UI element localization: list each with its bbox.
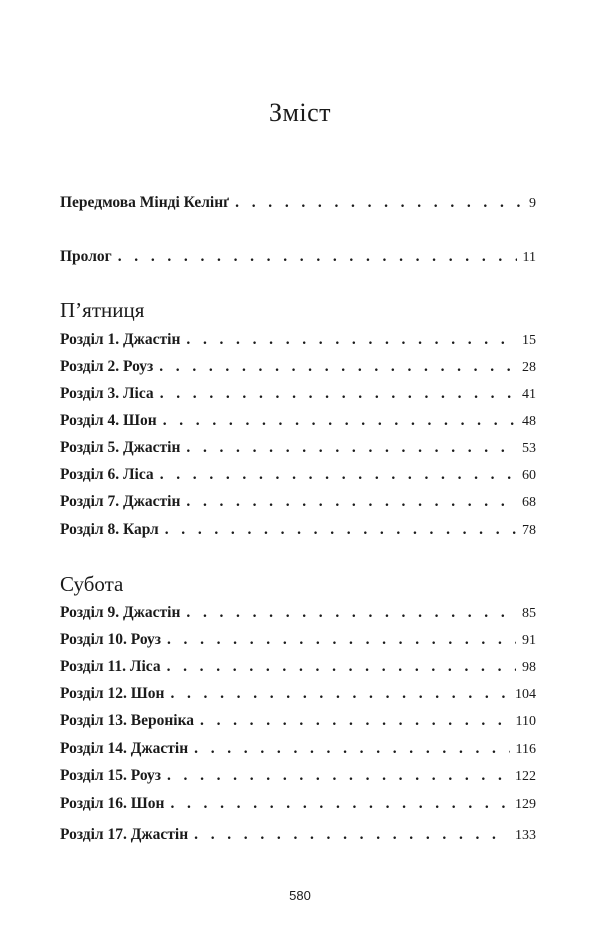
toc-entry[interactable] <box>60 712 536 736</box>
dot-leader <box>163 412 516 430</box>
toc-entry[interactable] <box>60 767 536 791</box>
entry-title: Пролог <box>60 248 112 265</box>
entry-title: Передмова Мінді Келінґ <box>60 194 230 211</box>
toc-entry[interactable] <box>60 826 536 850</box>
toc-entry[interactable] <box>60 331 536 355</box>
section-heading-friday: П’ятниця <box>60 298 145 322</box>
entry-title: Розділ 1. Джастін <box>60 331 181 348</box>
entry-page: 129 <box>515 797 536 812</box>
entry-page: 122 <box>515 769 536 784</box>
toc-entry[interactable] <box>60 521 536 545</box>
toc-entry[interactable] <box>60 685 536 709</box>
dot-leader <box>118 248 517 266</box>
dot-leader <box>200 712 509 730</box>
entry-title: Розділ 9. Джастін <box>60 604 181 621</box>
dot-leader <box>186 604 516 622</box>
dot-leader <box>170 795 509 813</box>
toc-entry[interactable] <box>60 466 536 490</box>
entry-page: 68 <box>522 495 536 510</box>
entry-page: 9 <box>529 196 536 211</box>
entry-page: 98 <box>522 660 536 675</box>
toc-entry[interactable] <box>60 631 536 655</box>
dot-leader <box>194 740 509 758</box>
page-number: 580 <box>289 888 311 903</box>
entry-title: Розділ 5. Джастін <box>60 439 181 456</box>
entry-page: 11 <box>522 250 536 265</box>
dot-leader <box>159 358 516 376</box>
entry-page: 104 <box>515 687 536 702</box>
toc-entry-prologue[interactable] <box>60 248 536 272</box>
toc-entry[interactable] <box>60 385 536 409</box>
toc-entry[interactable] <box>60 439 536 463</box>
entry-page: 91 <box>522 633 536 648</box>
toc-entry[interactable] <box>60 604 536 628</box>
entry-page: 41 <box>522 387 536 402</box>
entry-title: Розділ 3. Ліса <box>60 385 154 402</box>
entry-page: 78 <box>522 523 536 538</box>
toc-entry[interactable] <box>60 493 536 517</box>
dot-leader <box>186 439 516 457</box>
toc-entry[interactable] <box>60 358 536 382</box>
entry-page: 85 <box>522 606 536 621</box>
page-title: Зміст <box>268 98 332 127</box>
toc-entry[interactable] <box>60 740 536 764</box>
entry-title: Розділ 8. Карл <box>60 521 159 538</box>
dot-leader <box>235 194 523 212</box>
entry-title: Розділ 13. Вероніка <box>60 712 195 729</box>
dot-leader <box>170 685 509 703</box>
toc-entry-foreword[interactable] <box>60 194 536 218</box>
dot-leader <box>167 631 516 649</box>
toc-entry[interactable] <box>60 412 536 436</box>
entry-title: Розділ 2. Роуз <box>60 358 154 375</box>
entry-title: Розділ 16. Шон <box>60 795 165 812</box>
dot-leader <box>160 466 516 484</box>
entry-title: Розділ 15. Роуз <box>60 767 161 784</box>
entry-title: Розділ 11. Ліса <box>60 658 161 675</box>
dot-leader <box>167 658 516 676</box>
dot-leader <box>186 331 516 349</box>
dot-leader <box>186 493 516 511</box>
entry-page: 133 <box>515 828 536 843</box>
entry-page: 28 <box>522 360 536 375</box>
entry-title: Розділ 10. Роуз <box>60 631 161 648</box>
entry-title: Розділ 4. Шон <box>60 412 157 429</box>
dot-leader <box>165 521 516 539</box>
toc-entry[interactable] <box>60 658 536 682</box>
dot-leader <box>167 767 509 785</box>
entry-title: Розділ 6. Ліса <box>60 466 154 483</box>
entry-title: Розділ 14. Джастін <box>60 740 189 757</box>
toc-entry[interactable] <box>60 795 536 819</box>
dot-leader <box>160 385 516 403</box>
entry-page: 15 <box>522 333 536 348</box>
section-heading-saturday: Субота <box>60 572 124 596</box>
entry-page: 116 <box>515 742 536 757</box>
entry-page: 53 <box>522 441 536 456</box>
dot-leader <box>194 826 509 844</box>
entry-page: 48 <box>522 414 536 429</box>
entry-title: Розділ 17. Джастін <box>60 826 189 843</box>
entry-page: 60 <box>522 468 536 483</box>
entry-title: Розділ 7. Джастін <box>60 493 181 510</box>
entry-title: Розділ 12. Шон <box>60 685 165 702</box>
entry-page: 110 <box>515 714 536 729</box>
